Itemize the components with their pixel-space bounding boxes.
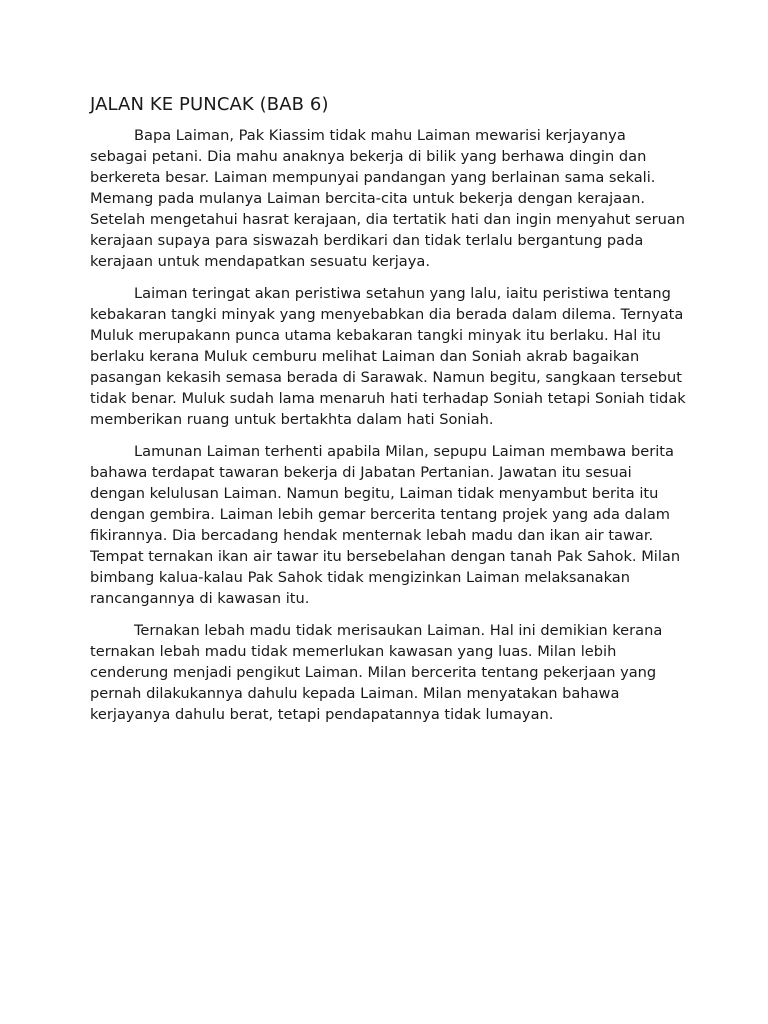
document-title: JALAN KE PUNCAK (BAB 6) <box>90 94 329 115</box>
paragraph-1: Bapa Laiman, Pak Kiassim tidak mahu Laiman mewarisi kerjayanya sebagai petani. Dia mahu anaknya bekerja di bilik yang berhawa dingin dan berkereta besar. Laiman mempunyai pandangan yang berlainan sama sekali. Memang pada mulanya Laiman bercita-cita untuk bekerja dengan kerajaan. Setelah mengetahui hasrat kerajaan, dia tertatik hati dan ingin menyahut seruan kerajaan supaya para siswazah berdikari dan tidak terlalu bergantung pada kerajaan untuk mendapatkan sesuatu kerjaya. <box>90 127 686 270</box>
document-body <box>90 93 686 736</box>
paragraph-4: Ternakan lebah madu tidak merisaukan Laiman. Hal ini demikian kerana ternakan lebah madu tidak memerlukan kawasan yang luas. Milan lebih cenderung menjadi pengikut Laiman. Milan bercerita tentang pekerjaan yang pernah dilakukannya dahulu kepada Laiman. Milan menyatakan bahawa kerjayanya dahulu berat, tetapi pendapatannya tidak lumayan. <box>90 622 663 723</box>
paragraph-3: Lamunan Laiman terhenti apabila Milan, sepupu Laiman membawa berita bahawa terdapat tawaran bekerja di Jabatan Pertanian. Jawatan itu sesuai dengan kelulusan Laiman. Namun begitu, Laiman tidak menyambut berita itu dengan gembira. Laiman lebih gemar bercerita tentang projek yang ada dalam fikirannya. Dia bercadang hendak menternak lebah madu dan ikan air tawar. Tempat ternakan ikan air tawar itu bersebelahan dengan tanah Pak Sahok. Milan bimbang kalua-kalau Pak Sahok tidak mengizinkan Laiman melaksanakan rancangannya di kawasan itu. <box>90 443 681 607</box>
paragraph-2: Laiman teringat akan peristiwa setahun yang lalu, iaitu peristiwa tentang kebakaran tangki minyak yang menyebabkan dia berada dalam dilema. Ternyata Muluk merupakann punca utama kebakaran tangki minyak itu berlaku. Hal itu berlaku kerana Muluk cemburu melihat Laiman dan Soniah akrab bagaikan pasangan kekasih semasa berada di Sarawak. Namun begitu, sangkaan tersebut tidak benar. Muluk sudah lama menaruh hati terhadap Soniah tetapi Soniah tidak memberikan ruang untuk bertakhta dalam hati Soniah. <box>90 285 686 428</box>
